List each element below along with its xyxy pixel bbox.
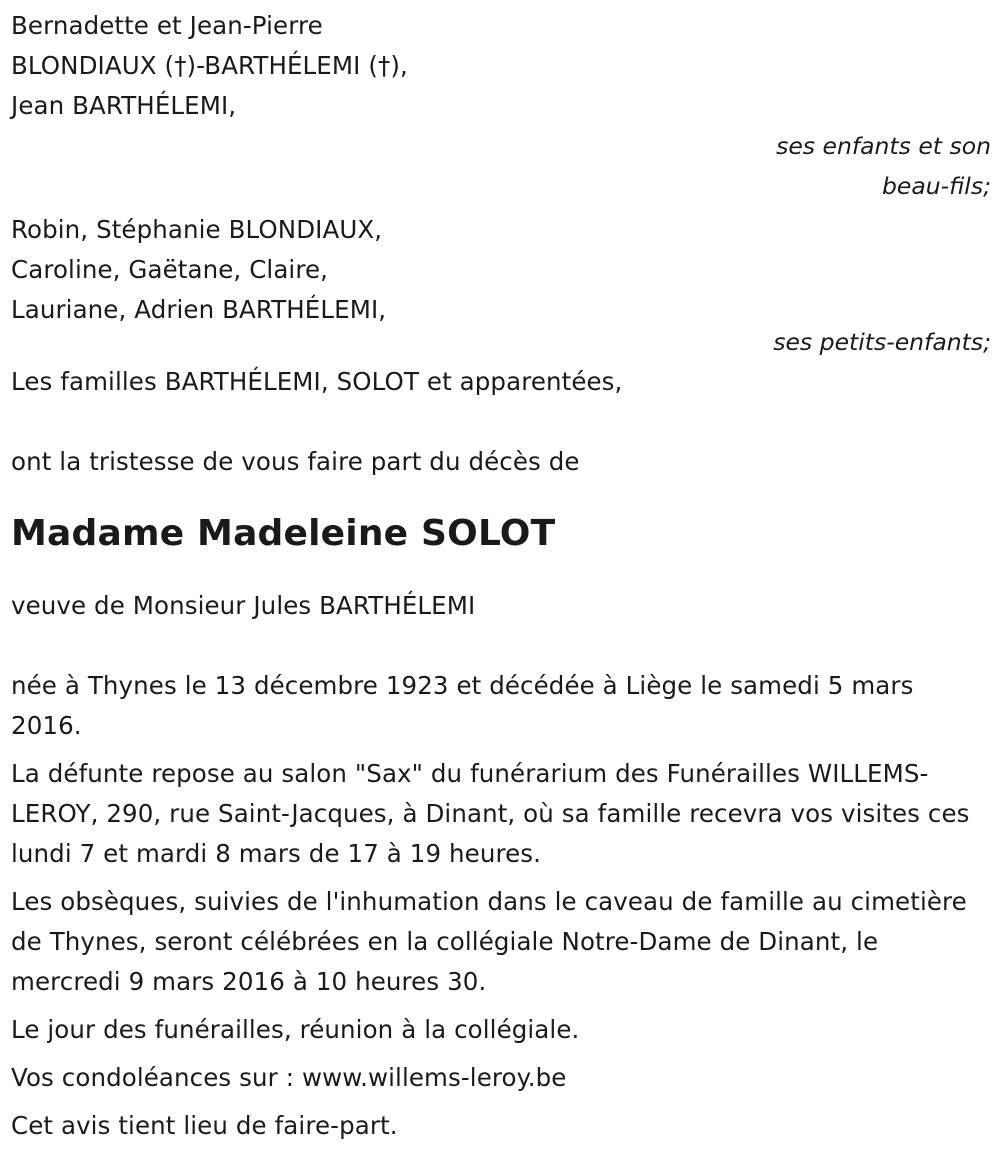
announcement-line: ont la tristesse de vous faire part du décès de (11, 447, 580, 476)
families-line: Les familles BARTHÉLEMI, SOLOT et apparentées, (11, 367, 623, 396)
grandchildren-role: ses petits-enfants; (773, 328, 991, 356)
funeral-paragraph: Les obsèques, suivies de l'inhumation dans le caveau de famille au cimetière de Thynes, seront célébrées en la collégiale Notre-Dame de Dinant, le mercredi 9 mars 2016 à 10 heures 30. (11, 887, 967, 996)
children-role-line-1: ses enfants et son (776, 132, 991, 160)
grandchildren-line-2: Caroline, Gaëtane, Claire, (11, 255, 329, 284)
deceased-name: Madame Madeleine SOLOT (11, 513, 556, 554)
condolences-paragraph: Vos condoléances sur : www.willems-leroy.be (11, 1063, 567, 1092)
grandchildren-line-1: Robin, Stéphanie BLONDIAUX, (11, 215, 383, 244)
gathering-paragraph: Le jour des funérailles, réunion à la collégiale. (11, 1015, 580, 1044)
grandchildren-line-3: Lauriane, Adrien BARTHÉLEMI, (11, 295, 387, 324)
widow-of-line: veuve de Monsieur Jules BARTHÉLEMI (11, 591, 476, 620)
children-line-3: Jean BARTHÉLEMI, (11, 91, 237, 120)
children-role-line-2: beau-fils; (881, 172, 991, 200)
notice-paragraph: Cet avis tient lieu de faire-part. (11, 1111, 398, 1140)
children-line-2: BLONDIAUX (†)-BARTHÉLEMI (†), (11, 51, 408, 80)
obituary-notice (11, 0, 991, 1146)
children-line-1: Bernadette et Jean-Pierre (11, 11, 323, 40)
birth-death-paragraph: née à Thynes le 13 décembre 1923 et décédée à Liège le samedi 5 mars 2016. (11, 671, 914, 740)
viewing-paragraph: La défunte repose au salon "Sax" du funérarium des Funérailles WILLEMS-LEROY, 290, rue Saint-Jacques, à Dinant, où sa famille recevra vos visites ces lundi 7 et mardi 8 mars de 17 à 19 heures. (11, 759, 970, 868)
